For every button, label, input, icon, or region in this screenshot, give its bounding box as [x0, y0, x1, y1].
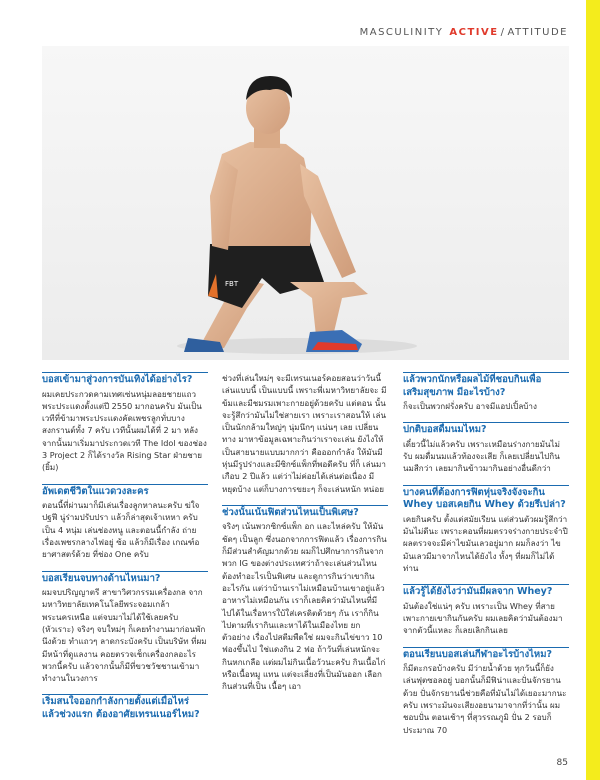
answer-text: ช่วงที่เล่นใหม่ๆ จะมีเทรนเนอร์คอยสอนว่าวันนี้ เล่นแบบนี้ เป็นแบบนี้ เพราะพี่เมหาวิทยาลัยจะ มีข้มและมีชมรมเพาะกายอยู่ด้วยครับ แต่ตอน นั้นจะรู้สึกว่ามันไม่ใช่สายเรา เพราะเราสอนให้ เล่นเป็นนักกล้ามใหญ่ๆ นุ่มนึกๆ แน่นๆ เลย เปลี่ยนทาง มาหาข้อมูลเฉพาะกินว่าเราจะเล่น ยังไงให้เป็นสายนายแบบมากกว่า คือออกกำลัง ให้มันมีหุ่นมีรูปร่างและมีซิกซ์แพ็กที่พอดีครับ ที่ก็ เล่นมาเกือบ 2 ปีแล้ว แต่ว่าไม่ค่อยได้เล่นต่อเนื่อง มีหยุดบ้าง แต่ก็บางการขยะๆ ก็จะเล่นหนัก หน่อย — [222, 373, 387, 494]
subsection-label: ATTITUDE — [507, 27, 568, 38]
question-heading: บอสเรียนจบทางด้านไหนมา? — [42, 571, 208, 586]
question-heading: ช่วงนั้นเน้นฟิตส่วนไหนเป็นพิเศษ? — [222, 505, 388, 520]
question-heading: บอสเข้ามาสู่วงการบันเทิงได้อย่างไร? — [42, 372, 208, 387]
question-heading: บางคนที่ต้องการฟิตหุ่นจริงจังจะกิน Whey บอสเคยกิน Whey ด้วยรึเปล่า? — [403, 485, 569, 512]
question-heading: แล้วพวกนักหรือผลไม้ที่ชอบกินเพื่อเสริมสุขภาพ มีอะไรบ้าง? — [403, 372, 569, 399]
article-column-3 — [403, 372, 569, 746]
shorts-brand-text: FBT — [225, 280, 239, 288]
answer-text: เดี๋ยวนี้ไม่แล้วครับ เพราะเหมือนร่างกายมันไม่รับ ผมดื่มนมแล้วท้องจะเสีย ก็เลยเปลี่ยนไปกินนมสีกว่า เลยมากินข้าวมากินอย่างอื่นดีกว่า — [403, 438, 560, 474]
answer-text: ผมจบปริญญาตรี สาขาวิศวกรรมเครื่องกล จากมหาวิทยาลัยเทคโนโลยีพระจอมเกล้า พระนครเหนือ แต่จบมาไม่ได้ใช้เลยครับ (หัวเราะ) จริงๆ จบใหม่ๆ ก็เคยทำงานมาก่อนพัก นึงด้วย ทำแถวๆ ลาดกระบังครับ เป็นบริษัท ที่ผมมีหน้าที่ดูแลงาน คอยตรวจเช็กเครื่องกลอะไร พวกนี้ครับ แล้วจากนั้นก็มีที่ขวชวัชชานเข้ามา ทำงานในวงการ — [42, 587, 207, 684]
answer-text: มันต้องใช่แน่ๆ ครับ เพราะเป็น Whey ที่สาย เพาะกายเขากินกันครับ ผมเลยคิดว่ามันต้องมา จากตัวนี้แหละ ก็เลยเลิกกินเลย — [403, 600, 563, 636]
answer-text: ก็มีตะกรอบ้างครับ มีว่ายน้ำด้วย ทุกวันนี้ก็ยัง เล่นฟุตซอลอยู่ บอกนั้นก็มีฟิน่าและปั่นจักรยานด้วย ปั่นจักรยานนี่ช่วยคือที่มันไม่ได้เยอะมากนะครับ เพราะมันจะเสียงอยนามาจากที่ว่านั้น ผมชอบปั่น ตอนเช้าๆ ที่สุวรรณภูมิ ปั่น 2 รอบก็ประมาณ 70 — [403, 663, 567, 735]
section-separator: / — [500, 27, 506, 38]
article-column-2 — [222, 372, 388, 703]
question-heading: เริ่มสนใจออกกำลังกายตั้งแต่เมื่อไหร่ แล้วช่วงแรก ต้องอาศัยเทรนเนอร์ไหม? — [42, 694, 208, 721]
magazine-section-header — [360, 27, 568, 38]
article-column-1 — [42, 372, 208, 722]
question-heading: ปกติบอสดื่มนมไหม? — [403, 422, 569, 437]
section-highlight: ACTIVE — [449, 27, 499, 38]
article-body — [42, 372, 569, 752]
answer-text: ก็จะเป็นพวกฝรั่งครับ อาจมีแอปเปิ้ลบ้าง — [403, 401, 537, 411]
question-heading: ตอนเรียนบอสเล่นกีฬาอะไรบ้างไหม? — [403, 647, 569, 662]
page-edge-color-bar — [586, 0, 600, 780]
answer-text: ผมเคยประกวดคามเทศเซ่นหนุ่มลอยชายแถว พระประแดงตั้งแต่ปี 2550 มากอนครับ มันเป็น เวทีที่ข้ามาพระประแดงคัดเพชรลูกทั่บบาง สงกรานต์ทั้ง 7 ครับ เวทีนั้นผมได้ที่ 2 มา หลัง จากนั้นมาเริ่มมาประกวดเวที The Idol ของช่อง 3 Project 2 ก็ได้รางวัล Rising Star ฝ่ายชาย (ยิ้ม) — [42, 388, 207, 473]
answer-text: ตอนนี้ที่ผ่านมาก็มีเล่นเรื่องลูกหาลนะครับ ฆ่ใจปฐฟี นู่ร่ามปรับปรา แล้วก็ล่าสุดเจ้าเหหา ครับ เป็น 4 หนุ่ม เล่นช่องหนู และตอนนี้กำลัง ถ่ายเรื่องเพชรกลางไฟอยู่ ซ้อ แล้วก็มีเรื่อง เกณฑ์อยาศาสตร์ด้วย ที่ช่อง One ครับ — [42, 500, 200, 560]
answer-text: จริงๆ เน้นพวกซิกซ์แพ็ก อก และไหล่ครับ ให้มัน ชัดๆ เป็นลูก ซึ่งนอกจากการฟิตแล้ว เรื่องการกิน ก็มีส่วนสำคัญมากด้วย ผมก็ไปศึกษาการกินจาก พวก IG ของต่างประเทศว่าถ้าจะเล่นส่วนไหน ต้องทำอะไรเป็นพิเศษ และดูการกินว่าเขากิน อะไรกัน แต่ว่าบ้านเราไม่เหมือนบ้านเขาอยู่แล้ว อาหารไม่เหมือนกัน เราก็เลยคิดว่ามันไหนที่มี ไปได้ในเรื่อหารใบ้ใส่เครดิตด้วยๆ กัน เราก็กิน ไปตามที่เรากินและหาได้ในเมืองไทย ยกตัวอย่าง เรื่องไปสตีมพืดใช่ ผมจะกินไข่ขาว 10 ฟองขึ้นไป ใช่แดงกิน 2 ฟอ ถ้าวันที่เล่นหนักจะกินหกเกลือ แต่ผมไม่กินเนื้อวัวนะครับ กินเนื้อไก่หรือเนื้อหมู แทน แต่จะเลี่ยงที่เป็นมันออก เลือกกินส่วนที่เป็น เนื้อๆ เอา — [222, 521, 387, 692]
man-kneeling-photo — [42, 46, 569, 360]
question-heading: แล้วรู้ได้ยังไงว่ามันมีผลจาก Whey? — [403, 584, 569, 599]
question-heading: อัพเดตชีวิตในแวดวงละคร — [42, 484, 208, 499]
section-label: MASCULINITY — [359, 27, 444, 38]
answer-text: เคยกินครับ ตั้งแต่สมัยเรียน แต่ส่วนตัวผมรู้สึกว่า มันไม่ดีนะ เพราะคอนที่ผมตรวจร่างกายประจำปี ผลตรวจจะมีค่าไขมันเลวอยู่มาก ผมก็ลงว่า ไขมันเลวมีมาจากไหนได้ยังไง ทั้งๆ ที่ผมก็ไม่ได้ท่าน — [403, 513, 568, 573]
page-number: 85 — [556, 758, 568, 768]
